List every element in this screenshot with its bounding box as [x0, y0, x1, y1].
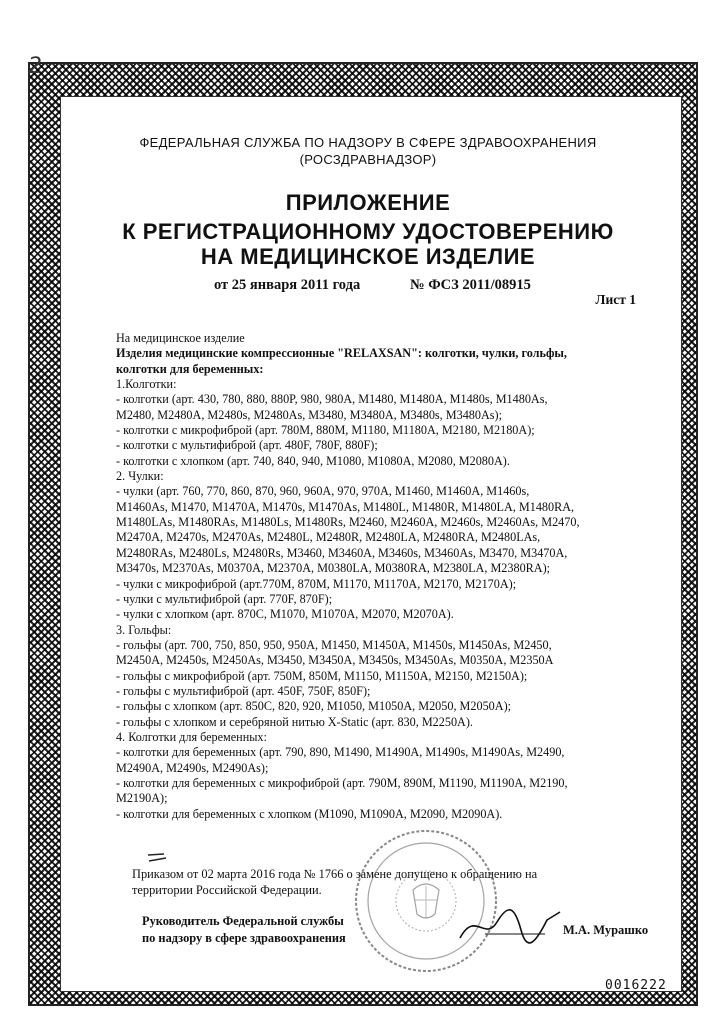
document-subtitle-2: НА МЕДИЦИНСКОЕ ИЗДЕЛИЕ [200, 244, 536, 269]
product-description [116, 331, 656, 822]
signature-icon [455, 900, 565, 950]
text-line: - колготки с хлопком (арт. 740, 840, 940, M1080, M1080A, M2080, M2080A). [116, 453, 510, 468]
document-subtitle-1: К РЕГИСТРАЦИОННОМУ УДОСТОВЕРЕНИЮ [122, 219, 614, 244]
agency-name: ФЕДЕРАЛЬНАЯ СЛУЖБА ПО НАДЗОРУ В СФЕРЕ ЗДРАВООХРАНЕНИЯ [139, 135, 597, 150]
text-line: M1460As, M1470, M1470A, M1470s, M1470As, M1480L, M1480R, M1480LA, M1480RA, [116, 499, 575, 514]
agency-header [92, 134, 644, 168]
text-line: - гольфы с хлопком (арт. 850C, 820, 920, M1050, M1050A, M2050, M2050A); [116, 699, 512, 714]
text-line: - колготки с микрофиброй (арт. 780M, 880M, M1180, M1180A, M2180, M2180A); [116, 423, 535, 438]
sheet-number: Лист 1 [595, 292, 636, 307]
registration-date: от 25 января 2011 года [214, 277, 361, 293]
serial-number: 0016222 [605, 978, 667, 993]
text-line: 4. Колготки для беременных: [116, 729, 267, 744]
text-line: M2480, M2480A, M2480s, M2480As, M3480, M3480A, M3480s, M3480As); [116, 407, 502, 422]
text-line: - гольфы (арт. 700, 750, 850, 950, 950A, M1450, M1450A, M1450s, M1450As, M2450, [116, 637, 552, 652]
agency-abbreviation: (РОСЗДРАВНАДЗОР) [299, 152, 437, 167]
text-line: - колготки (арт. 430, 780, 880, 880P, 980, 980A, M1480, M1480A, M1480s, M1480As, [116, 392, 548, 407]
order-line-1: Приказом от 02 марта 2016 года № 1766 о замене допущено к обращению на [132, 867, 538, 881]
text-line: M2490A, M2490s, M2490As); [116, 760, 269, 775]
text-line: M2470A, M2470s, M2470As, M2480L, M2480R, M2480LA, M2480RA, M2480LAs, [116, 530, 541, 545]
position-line-1: Руководитель Федеральной службы [142, 914, 344, 928]
text-line: M2450A, M2450s, M2450As, M3450, M3450A, M3450s, M3450As, M0350A, M2350A [116, 653, 554, 668]
text-line: На медицинское изделие [116, 331, 245, 345]
text-line: - чулки с хлопком (арт. 870C, M1070, M1070A, M2070, M2070A). [116, 607, 454, 622]
text-line: M2480RAs, M2480Ls, M2480Rs, M3460, M3460A, M3460s, M3460As, M3470, M3470A, [116, 545, 568, 560]
signer-name: М.А. Мурашко [563, 923, 649, 937]
text-line: - колготки для беременных с микрофиброй (арт. 790M, 890M, M1190, M1190A, M2190, [116, 775, 568, 790]
text-line: - гольфы с микрофиброй (арт. 750M, 850M, M1150, M1150A, M2150, M2150A); [116, 668, 528, 683]
registration-number: № ФСЗ 2011/08915 [410, 277, 531, 293]
text-line: 2. Чулки: [116, 469, 164, 484]
text-line: 3. Гольфы: [116, 622, 172, 637]
handwritten-dash-icon [146, 852, 168, 864]
text-line: - колготки для беременных с хлопком (M1090, M1090A, M2090, M2090A). [116, 806, 503, 821]
handwritten-mark: 2 [28, 54, 42, 79]
text-line: M1480LAs, M1480RAs, M1480Ls, M1480Rs, M2460, M2460A, M2460s, M2460As, M2470, [116, 515, 580, 530]
text-line: - чулки с мультифиброй (арт. 770F, 870F); [116, 591, 333, 606]
text-line: M3470s, M2370As, M0370A, M2370A, M0380LA, M0380RA, M2380LA, M2380RA); [116, 561, 551, 576]
text-line: колготки для беременных: [116, 361, 264, 376]
text-line: - гольфы с мультифиброй (арт. 450F, 750F, 850F); [116, 683, 371, 698]
text-line: - чулки (арт. 760, 770, 860, 870, 960, 960A, 970, 970A, M1460, M1460A, M1460s, [116, 484, 530, 499]
text-line: 1.Колготки: [116, 377, 177, 392]
document-title: ПРИЛОЖЕНИЕ [285, 190, 451, 215]
official-position [142, 913, 346, 947]
text-line: - гольфы с хлопком и серебряной нитью X-Static (арт. 830, M2250A). [116, 714, 473, 729]
text-line: - колготки с мультифиброй (арт. 480F, 780F, 880F); [116, 438, 378, 453]
text-line: M2190A); [116, 791, 168, 806]
text-line: - колготки для беременных (арт. 790, 890, M1490, M1490A, M1490s, M1490As, M2490, [116, 745, 565, 760]
text-line: - чулки с микрофиброй (арт.770M, 870M, M1170, M1170A, M2170, M2170A); [116, 576, 517, 591]
text-line: Изделия медицинские компрессионные "RELAXSAN": колготки, чулки, гольфы, [116, 346, 567, 361]
position-line-2: по надзору в сфере здравоохранения [142, 931, 346, 945]
order-line-2: территории Российской Федерации. [132, 883, 322, 897]
